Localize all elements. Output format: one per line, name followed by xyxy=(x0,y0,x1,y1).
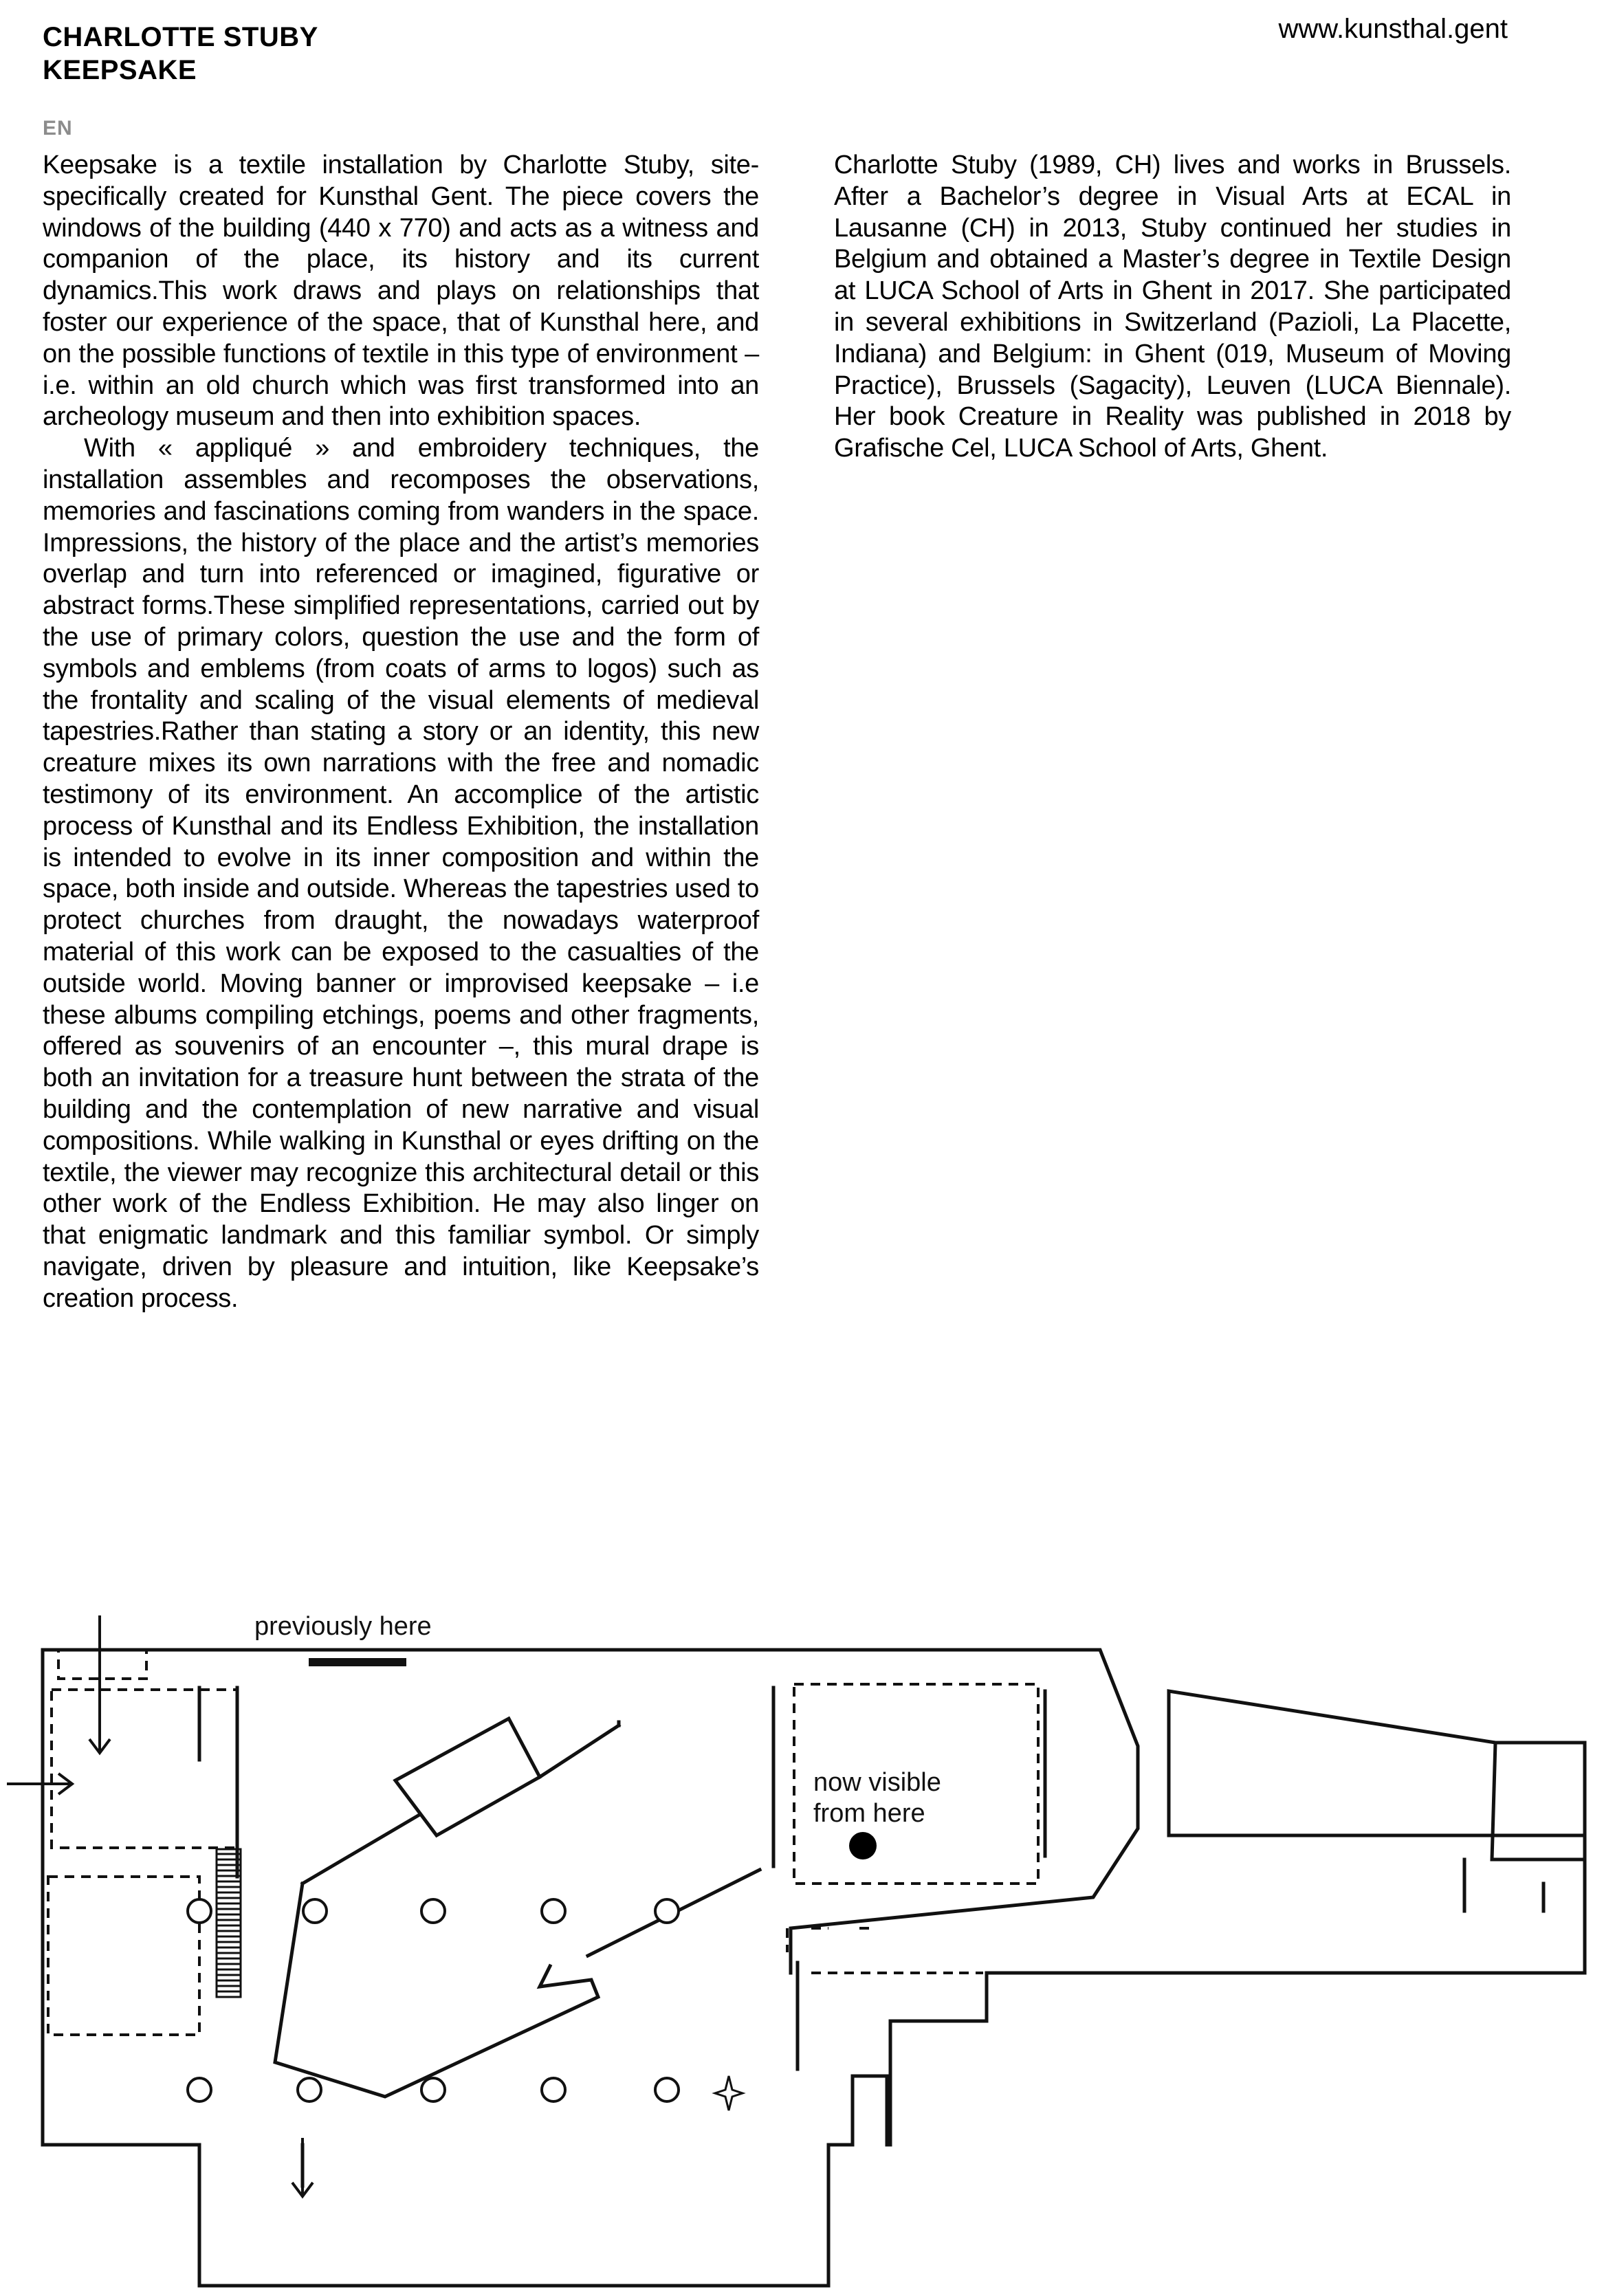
plan-lower-corridor xyxy=(303,1963,798,2186)
plan-dashed-door xyxy=(787,1928,873,1952)
intro-paragraph: With « appliqué » and embroidery techniques, the installation assembles and recomposes the observations, memories and fascinations coming from wanders in the space. Impressions, the history of the place and the artist’s memories overlap and turn into referenced or imagined, figurative or abstract forms.These simplified representations, carried out by the use of primary colors, question the use and the form of symbols and emblems (from coats of arms to logos) such as the frontality and scaling of the visual elements of medieval tapestries.Rather than stating a story or an identity, this new creature mixes its own narrations with the free and nomadic testimony of its environment. An accomplice of the artistic process of Kunsthal and its Endless Exhibition, the installation is intended to evolve in its inner composition and within the space, both inside and outside. Whereas the tapestries used to protect churches from draught, the nowadays waterproof material of this work can be exposed to the casualties of the outside world. Moving banner or improvised keepsake – i.e these albums compiling etchings, poems and other fragments, offered as souvenirs of an encounter –, this mural drape is both an invitation for a treasure hunt between the strata of the building and the contemplation of new narrative and visual compositions. While walking in Kunsthal or eyes drifting on the textile, the viewer may recognize this architectural detail or this other work of the Endless Exhibition. He may also linger on that enigmatic landmark and this familiar symbol. Or simply navigate, driven by pleasure and intuition, like Keepsake’s creation process. xyxy=(43,434,759,1313)
bio-paragraph: Charlotte Stuby (1989, CH) lives and works in Brussels. After a Bachelor’s degree in Visual Arts at ECAL in Lausanne (CH) in 2013, Stuby continued her studies in Belgium and obtained a Master’s degree in Textile Design at LUCA School of Arts in Ghent in 2017. She participated in several exhibitions in Switzerland (Pazioli, La Placette, Indiana) and Belgium: in Ghent (019, Museum of Moving Practice), Brussels (Sagacity), Leuven (LUCA Biennale). Her book Creature in Reality was published in 2018 by Grafische Cel, LUCA School of Arts, Ghent. xyxy=(834,151,1511,463)
plan-outer-wall xyxy=(43,1650,1585,2286)
entry-arrow-icon xyxy=(89,1615,110,1753)
plan-label-now-line1: now visible xyxy=(813,1768,941,1797)
work-title: KEEPSAKE xyxy=(43,55,197,85)
floor-plan xyxy=(0,1595,1604,2296)
plan-column xyxy=(421,2078,445,2101)
plan-diagonal-gallery xyxy=(275,1722,760,2097)
plan-box-arm xyxy=(540,1725,619,1777)
plan-column xyxy=(542,1899,565,1923)
exit-arrow-icon xyxy=(292,2138,313,2196)
plan-column xyxy=(421,1899,445,1923)
intro-text-column xyxy=(43,150,759,1314)
plan-column xyxy=(298,2078,321,2101)
artist-name: CHARLOTTE STUBY xyxy=(43,22,318,52)
plan-right-wing-partition xyxy=(1492,1743,1585,1859)
plan-dashed-zone xyxy=(48,1877,199,2035)
plan-dashed-zone xyxy=(58,1650,146,1679)
plan-label-previous: previously here xyxy=(254,1612,432,1641)
language-tag: EN xyxy=(43,117,73,140)
plan-now-visible-dot xyxy=(849,1832,877,1859)
plan-column xyxy=(542,2078,565,2101)
plan-column xyxy=(655,2078,679,2101)
plan-column xyxy=(303,1899,327,1923)
star-icon xyxy=(715,2076,743,2110)
plan-column xyxy=(188,2078,211,2101)
website-link[interactable]: www.kunsthal.gent xyxy=(1278,14,1508,44)
intro-paragraph: Keepsake is a textile installation by Charlotte Stuby, site-specifically created for Kunsthal Gent. The piece covers the windows of the building (440 x 770) and acts as a witness and companion of the place, its history and its current dynamics.This work draws and plays on relationships that foster our experience of the space, that of Kunsthal here, and on the possible functions of textile in this type of environment – i.e. within an old church which was first transformed into an archeology museum and then into exhibition spaces. xyxy=(43,151,759,432)
plan-column xyxy=(655,1899,679,1923)
entry-arrow-icon xyxy=(7,1774,72,1794)
header-title-block xyxy=(43,21,318,87)
bio-text-column xyxy=(834,150,1511,465)
plan-column xyxy=(188,1899,211,1923)
plan-dashed-zone xyxy=(52,1690,237,1848)
plan-label-now-line2: from here xyxy=(813,1799,925,1828)
